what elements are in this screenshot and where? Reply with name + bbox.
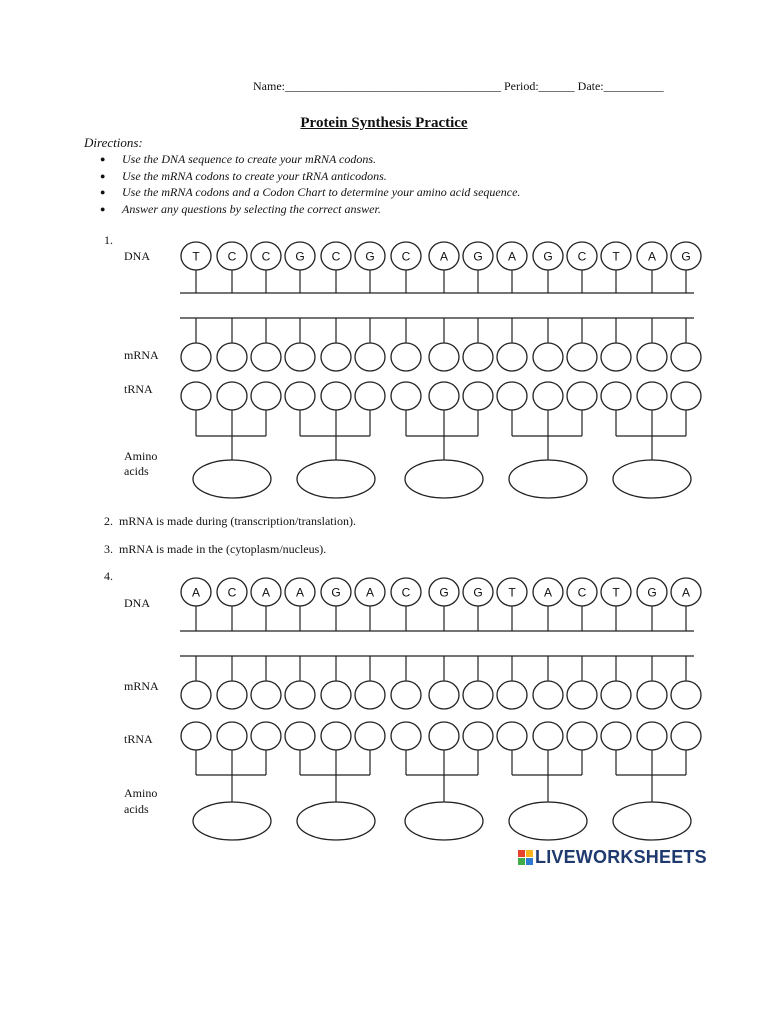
p4-trna-blank xyxy=(251,722,281,750)
p4-trna-blank xyxy=(355,722,385,750)
p1-dna-base: G xyxy=(295,249,305,264)
p4-dna-base: A xyxy=(681,585,691,600)
p1-trna-blank xyxy=(671,382,701,410)
p4-dna-base: G xyxy=(439,585,449,600)
p1-dna-base: G xyxy=(365,249,375,264)
p1-trna-blank xyxy=(601,382,631,410)
p4-dna-base: G xyxy=(647,585,657,600)
p1-mrna-blank xyxy=(671,343,701,371)
p4-trna-blank xyxy=(637,722,667,750)
student-info-line: Name:____________________________________ Period:______ Date:__________ xyxy=(253,79,664,93)
p1-trna-blank xyxy=(391,382,421,410)
dna-label: DNA xyxy=(124,596,150,610)
p4-mrna-blank xyxy=(671,681,701,709)
p4-amino-acid-blank xyxy=(193,802,271,840)
p4-amino-acid-blank xyxy=(297,802,375,840)
p4-trna-blank xyxy=(463,722,493,750)
p4-dna-base: A xyxy=(261,585,271,600)
p1-dna-base: A xyxy=(647,249,657,264)
amino-acids-label: Amino xyxy=(124,449,158,463)
p1-mrna-blank xyxy=(181,343,211,371)
p1-trna-blank xyxy=(463,382,493,410)
p4-mrna-blank xyxy=(429,681,459,709)
p4-trna-blank xyxy=(321,722,351,750)
amino-acids-label: Amino xyxy=(124,786,158,800)
trna-label: tRNA xyxy=(124,382,153,396)
p1-amino-acid-blank xyxy=(297,460,375,498)
p4-amino-acid-blank xyxy=(509,802,587,840)
p1-amino-acid-blank xyxy=(509,460,587,498)
direction-item: ● Answer any questions by selecting the correct answer. xyxy=(100,201,520,218)
p4-dna-base: A xyxy=(365,585,375,600)
p4-dna-base: T xyxy=(508,585,516,600)
p1-dna-base: G xyxy=(543,249,553,264)
dna-label: DNA xyxy=(124,249,150,263)
trna-label: tRNA xyxy=(124,732,153,746)
p1-trna-blank xyxy=(497,382,527,410)
p1-mrna-blank xyxy=(567,343,597,371)
p1-dna-base: C xyxy=(227,249,237,264)
p4-amino-acid-blank xyxy=(405,802,483,840)
p4-mrna-blank xyxy=(391,681,421,709)
p4-mrna-blank xyxy=(217,681,247,709)
directions-heading: Directions: xyxy=(84,135,143,150)
liveworksheets-logo xyxy=(518,846,707,868)
p1-dna-base: C xyxy=(401,249,411,264)
p4-mrna-blank xyxy=(533,681,563,709)
mrna-label: mRNA xyxy=(124,679,159,693)
p1-mrna-blank xyxy=(251,343,281,371)
p4-trna-blank xyxy=(181,722,211,750)
question-2: 2. mRNA is made during (transcription/translation). xyxy=(104,514,356,528)
p4-mrna-blank xyxy=(463,681,493,709)
p1-trna-blank xyxy=(285,382,315,410)
p4-trna-blank xyxy=(429,722,459,750)
p4-mrna-blank xyxy=(321,681,351,709)
p1-trna-blank xyxy=(637,382,667,410)
p4-trna-blank xyxy=(567,722,597,750)
p1-trna-blank xyxy=(533,382,563,410)
p1-mrna-blank xyxy=(637,343,667,371)
p4-trna-blank xyxy=(217,722,247,750)
p4-trna-blank xyxy=(533,722,563,750)
p4-mrna-blank xyxy=(355,681,385,709)
p1-mrna-blank xyxy=(355,343,385,371)
p4-mrna-blank xyxy=(637,681,667,709)
p4-dna-base: G xyxy=(331,585,341,600)
p1-trna-blank xyxy=(355,382,385,410)
question-3: 3. mRNA is made in the (cytoplasm/nucleus). xyxy=(104,542,327,556)
p1-trna-blank xyxy=(251,382,281,410)
p1-mrna-blank xyxy=(463,343,493,371)
direction-item: ● Use the mRNA codons and a Codon Chart to determine your amino acid sequence. xyxy=(100,184,520,201)
p4-mrna-blank xyxy=(251,681,281,709)
p4-mrna-blank xyxy=(285,681,315,709)
p4-trna-blank xyxy=(671,722,701,750)
problem-4-number: 4. xyxy=(104,569,113,583)
p1-dna-base: A xyxy=(507,249,517,264)
p4-dna-base: G xyxy=(473,585,483,600)
p4-dna-base: T xyxy=(612,585,620,600)
p4-trna-blank xyxy=(497,722,527,750)
p4-dna-base: C xyxy=(401,585,411,600)
p1-amino-acid-blank xyxy=(613,460,691,498)
problem-1-number: 1. xyxy=(104,233,113,247)
p4-mrna-blank xyxy=(497,681,527,709)
p1-dna-base: G xyxy=(473,249,483,264)
p4-dna-base: C xyxy=(577,585,587,600)
p4-mrna-blank xyxy=(601,681,631,709)
p1-mrna-blank xyxy=(497,343,527,371)
p1-trna-blank xyxy=(567,382,597,410)
direction-item: ● Use the DNA sequence to create your mRNA codons. xyxy=(100,151,520,168)
p1-trna-blank xyxy=(429,382,459,410)
p1-amino-acid-blank xyxy=(193,460,271,498)
p4-dna-base: A xyxy=(543,585,553,600)
p1-amino-acid-blank xyxy=(405,460,483,498)
p4-dna-base: C xyxy=(227,585,237,600)
amino-acids-label: acids xyxy=(124,464,149,478)
p4-amino-acid-blank xyxy=(613,802,691,840)
p1-mrna-blank xyxy=(601,343,631,371)
p1-dna-base: C xyxy=(331,249,341,264)
p1-mrna-blank xyxy=(391,343,421,371)
p1-mrna-blank xyxy=(429,343,459,371)
p1-dna-base: T xyxy=(192,249,200,264)
p1-dna-base: C xyxy=(261,249,271,264)
logo-text: LIVEWORKSHEETS xyxy=(535,846,707,867)
p1-mrna-blank xyxy=(285,343,315,371)
p1-trna-blank xyxy=(181,382,211,410)
p4-trna-blank xyxy=(285,722,315,750)
mrna-label: mRNA xyxy=(124,348,159,362)
p4-dna-base: A xyxy=(295,585,305,600)
p1-dna-base: T xyxy=(612,249,620,264)
p1-mrna-blank xyxy=(533,343,563,371)
direction-item: ● Use the mRNA codons to create your tRNA anticodons. xyxy=(100,168,520,185)
p4-dna-base: A xyxy=(191,585,201,600)
p1-mrna-blank xyxy=(321,343,351,371)
p1-mrna-blank xyxy=(217,343,247,371)
p4-mrna-blank xyxy=(181,681,211,709)
p1-trna-blank xyxy=(321,382,351,410)
p1-dna-base: A xyxy=(439,249,449,264)
worksheet-title: Protein Synthesis Practice xyxy=(300,115,468,131)
logo-icon xyxy=(518,850,533,865)
p1-trna-blank xyxy=(217,382,247,410)
p4-trna-blank xyxy=(601,722,631,750)
amino-acids-label: acids xyxy=(124,802,149,816)
p1-dna-base: C xyxy=(577,249,587,264)
p1-dna-base: G xyxy=(681,249,691,264)
p4-trna-blank xyxy=(391,722,421,750)
p4-mrna-blank xyxy=(567,681,597,709)
